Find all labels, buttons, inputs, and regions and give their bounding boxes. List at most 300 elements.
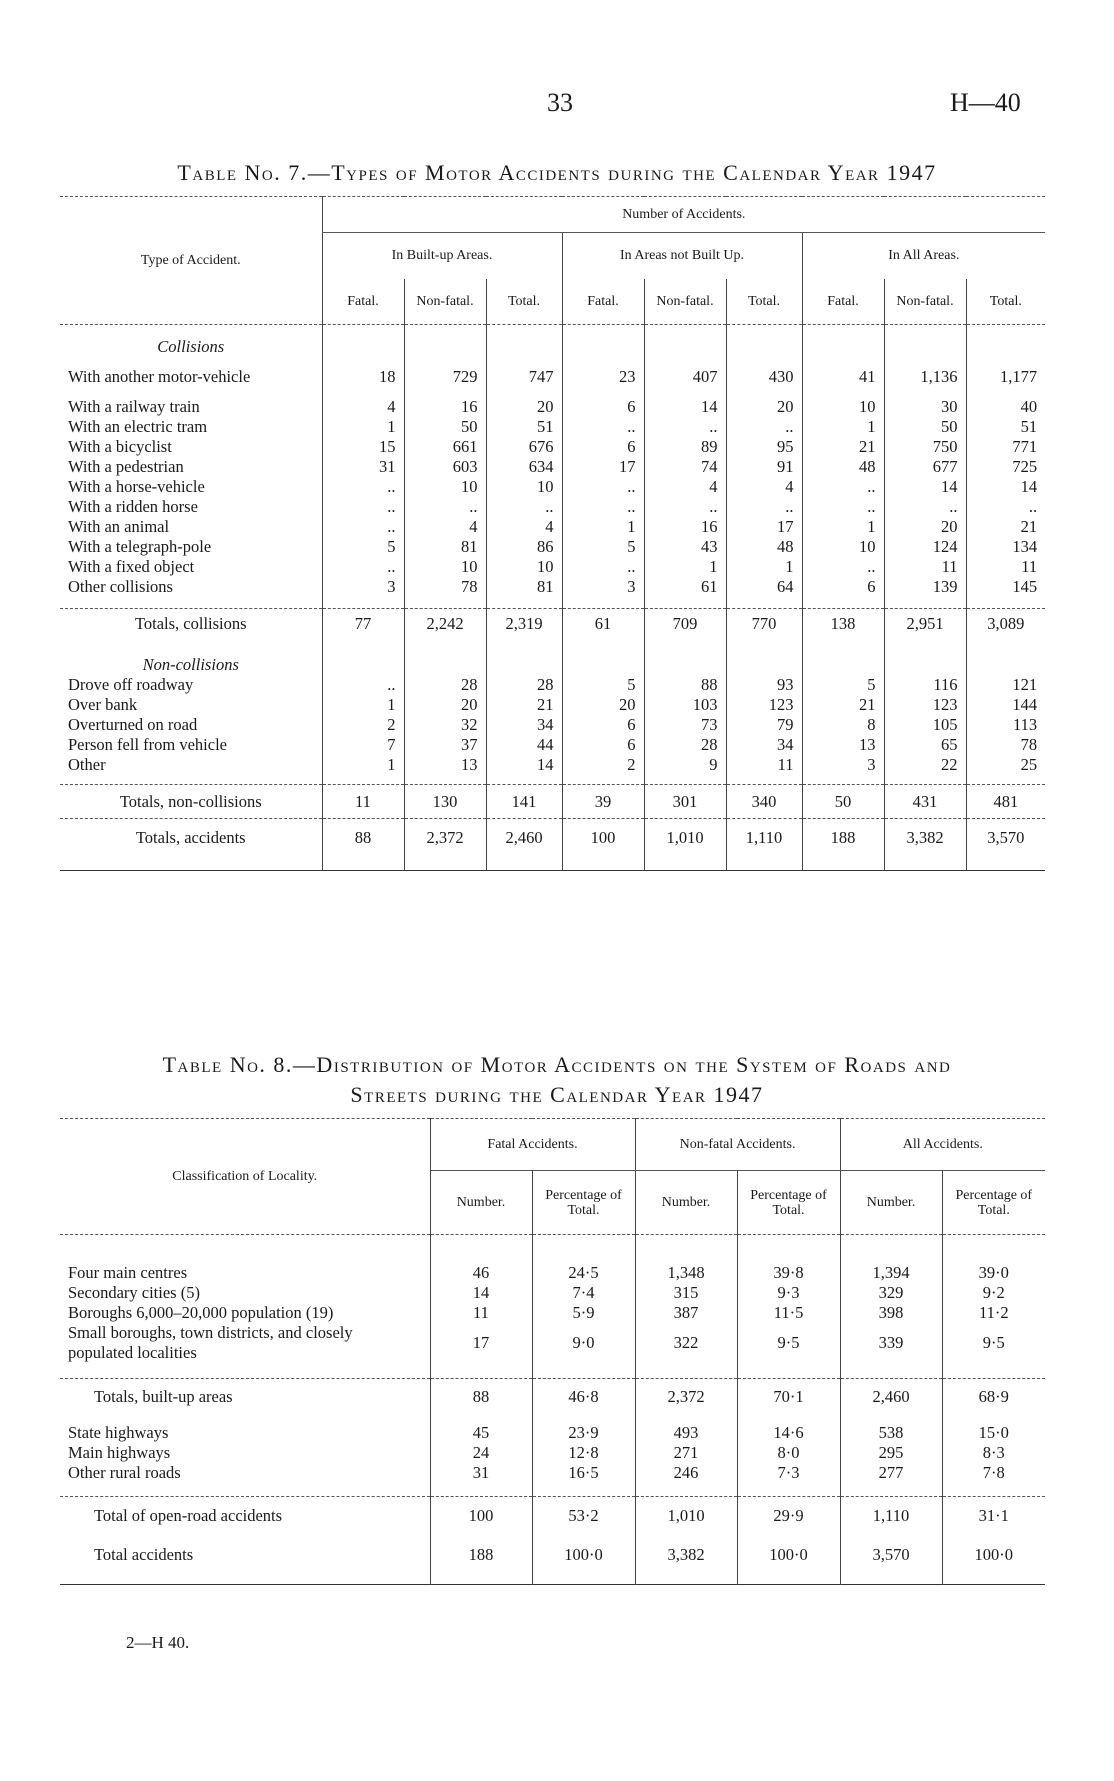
table-row xyxy=(60,457,1045,477)
table-row xyxy=(60,675,1045,695)
value-cell: 31·1 xyxy=(942,1497,1045,1535)
spacer-cell xyxy=(884,597,966,609)
row-label: With an electric tram xyxy=(68,416,208,436)
value-cell: .. xyxy=(726,497,802,517)
sub-header-number: Number. xyxy=(430,1171,532,1235)
value-cell: 14 xyxy=(430,1283,532,1303)
value-cell: 14 xyxy=(966,477,1045,497)
sub-header-total: Total. xyxy=(486,279,562,325)
value-cell: 9 xyxy=(644,755,726,775)
value-cell: 8·0 xyxy=(737,1443,840,1463)
table-row xyxy=(60,715,1045,735)
value-cell: 48 xyxy=(726,537,802,557)
value-cell: 5 xyxy=(562,537,644,557)
row-label: With another motor-vehicle xyxy=(68,366,251,386)
spacer-cell xyxy=(532,1575,635,1585)
value-cell: 41 xyxy=(802,357,884,397)
value-cell: 124 xyxy=(884,537,966,557)
value-cell: 25 xyxy=(966,755,1045,775)
spacer-cell xyxy=(802,639,884,655)
value-cell: 43 xyxy=(644,537,726,557)
value-cell: 1,110 xyxy=(840,1497,942,1535)
row-label: With a fixed object xyxy=(68,556,195,576)
value-cell: 340 xyxy=(726,785,802,819)
value-cell: 88 xyxy=(430,1379,532,1415)
spacer-cell xyxy=(840,1415,942,1423)
table-row xyxy=(60,517,1045,537)
spacer-cell xyxy=(430,1235,532,1263)
value-cell: 10 xyxy=(802,537,884,557)
table7 xyxy=(60,196,1045,871)
value-cell: 24·5 xyxy=(532,1263,635,1283)
value-cell: 18 xyxy=(322,357,404,397)
spacer-cell xyxy=(322,325,404,337)
value-cell: 5 xyxy=(802,675,884,695)
value-cell: 123 xyxy=(884,695,966,715)
value-cell: 64 xyxy=(726,577,802,597)
value-cell: 188 xyxy=(430,1535,532,1575)
spacer-cell xyxy=(884,775,966,785)
sub-header-percentage: Percentage of Total. xyxy=(942,1171,1045,1235)
row-label: Other xyxy=(68,754,106,774)
spacer-cell xyxy=(644,857,726,871)
spacer-cell xyxy=(404,775,486,785)
spacer-cell xyxy=(644,775,726,785)
value-cell: 5·9 xyxy=(532,1303,635,1323)
row-label: Four main centres xyxy=(68,1262,188,1282)
table-row xyxy=(60,357,1045,397)
value-cell: 3 xyxy=(562,577,644,597)
value-cell: 78 xyxy=(404,577,486,597)
value-cell: 10 xyxy=(486,477,562,497)
value-cell: 7 xyxy=(322,735,404,755)
value-cell: 634 xyxy=(486,457,562,477)
value-cell: 121 xyxy=(966,675,1045,695)
table-row xyxy=(60,1423,1045,1443)
value-cell: 277 xyxy=(840,1463,942,1483)
value-cell: 93 xyxy=(726,675,802,695)
spacer-cell xyxy=(60,1235,430,1263)
value-cell: 729 xyxy=(404,357,486,397)
value-cell: 130 xyxy=(404,785,486,819)
table-row xyxy=(60,1303,1045,1323)
table7-body xyxy=(60,325,1045,871)
value-cell: 21 xyxy=(966,517,1045,537)
value-cell: .. xyxy=(644,497,726,517)
spacer-cell xyxy=(644,639,726,655)
spacer-cell xyxy=(726,775,802,785)
value-cell: 21 xyxy=(802,437,884,457)
value-cell: .. xyxy=(726,417,802,437)
value-cell: 13 xyxy=(802,735,884,755)
value-cell: 6 xyxy=(562,715,644,735)
value-cell: 50 xyxy=(884,417,966,437)
spacer-cell xyxy=(884,639,966,655)
value-cell: 481 xyxy=(966,785,1045,819)
value-cell: 750 xyxy=(884,437,966,457)
value-cell: .. xyxy=(322,517,404,537)
footer-reference: 2—H 40. xyxy=(126,1633,190,1652)
spacer-cell xyxy=(966,325,1045,337)
value-cell: 6 xyxy=(562,437,644,457)
value-cell: 3,570 xyxy=(966,819,1045,857)
spacer-cell xyxy=(430,1483,532,1497)
spacer-cell xyxy=(562,325,644,337)
value-cell: 45 xyxy=(430,1423,532,1443)
row-label: Total accidents xyxy=(94,1544,194,1564)
spacer-cell xyxy=(322,775,404,785)
spacer-cell xyxy=(322,597,404,609)
document-reference: H—40 xyxy=(950,88,1021,117)
table-row xyxy=(60,537,1045,557)
value-cell: .. xyxy=(802,477,884,497)
value-cell: 709 xyxy=(644,609,726,639)
spacer-cell xyxy=(60,857,322,871)
value-cell: 1 xyxy=(322,695,404,715)
value-cell: 39 xyxy=(562,785,644,819)
value-cell: 31 xyxy=(322,457,404,477)
spacer-row xyxy=(60,639,1045,655)
sub-header-number: Number. xyxy=(635,1171,737,1235)
spacer-cell xyxy=(60,1363,430,1379)
spacer-cell xyxy=(486,597,562,609)
table-row xyxy=(60,1463,1045,1483)
value-cell: 17 xyxy=(430,1323,532,1363)
value-cell: 12·8 xyxy=(532,1443,635,1463)
collisions-heading-row xyxy=(60,337,1045,357)
spacer-cell xyxy=(884,325,966,337)
empty-cell xyxy=(966,337,1045,357)
row-label: With a bicyclist xyxy=(68,436,172,456)
row-label: State highways xyxy=(68,1422,169,1442)
value-cell: 11·2 xyxy=(942,1303,1045,1323)
value-cell: 21 xyxy=(802,695,884,715)
value-cell: 6 xyxy=(562,397,644,417)
table-row xyxy=(60,557,1045,577)
value-cell: 301 xyxy=(644,785,726,819)
value-cell: 387 xyxy=(635,1303,737,1323)
value-cell: 116 xyxy=(884,675,966,695)
value-cell: 95 xyxy=(726,437,802,457)
value-cell: 138 xyxy=(802,609,884,639)
value-cell: 113 xyxy=(966,715,1045,735)
value-cell: 2 xyxy=(562,755,644,775)
value-cell: 1 xyxy=(802,417,884,437)
spacer-cell xyxy=(942,1235,1045,1263)
group-header-fatal: Fatal Accidents. xyxy=(430,1119,635,1171)
number-of-accidents-header: Number of Accidents. xyxy=(322,197,1045,233)
group-header-all: All Accidents. xyxy=(840,1119,1045,1171)
value-cell: .. xyxy=(562,497,644,517)
value-cell: .. xyxy=(322,675,404,695)
spacer-cell xyxy=(942,1363,1045,1379)
sub-header-fatal: Fatal. xyxy=(562,279,644,325)
value-cell: 73 xyxy=(644,715,726,735)
spacer-cell xyxy=(802,325,884,337)
value-cell: 1 xyxy=(802,517,884,537)
sub-header-fatal: Fatal. xyxy=(322,279,404,325)
value-cell: 30 xyxy=(884,397,966,417)
spacer-row xyxy=(60,1483,1045,1497)
value-cell: 81 xyxy=(486,577,562,597)
row-label: Main highways xyxy=(68,1442,171,1462)
value-cell: 10 xyxy=(404,557,486,577)
row-label: Small boroughs, town districts, and closely populated localities xyxy=(68,1322,353,1362)
value-cell: 100 xyxy=(430,1497,532,1535)
value-cell: 24 xyxy=(430,1443,532,1463)
spacer-cell xyxy=(802,775,884,785)
value-cell: 10 xyxy=(486,557,562,577)
value-cell: 1,110 xyxy=(726,819,802,857)
value-cell: 39·0 xyxy=(942,1263,1045,1283)
value-cell: 44 xyxy=(486,735,562,755)
table-row xyxy=(60,397,1045,417)
table8-header xyxy=(60,1119,1045,1235)
value-cell: 431 xyxy=(884,785,966,819)
value-cell: 23·9 xyxy=(532,1423,635,1443)
totals-row xyxy=(60,1497,1045,1535)
value-cell: 100·0 xyxy=(942,1535,1045,1575)
spacer-cell xyxy=(726,597,802,609)
value-cell: 9·5 xyxy=(737,1323,840,1363)
row-label: Secondary cities (5) xyxy=(68,1282,200,1302)
table-row xyxy=(60,477,1045,497)
sub-header-number: Number. xyxy=(840,1171,942,1235)
value-cell: 11 xyxy=(322,785,404,819)
spacer-cell xyxy=(635,1235,737,1263)
value-cell: 3,382 xyxy=(635,1535,737,1575)
value-cell: 20 xyxy=(486,397,562,417)
value-cell: 6 xyxy=(562,735,644,755)
value-cell: 1 xyxy=(562,517,644,537)
spacer-cell xyxy=(430,1363,532,1379)
value-cell: 51 xyxy=(486,417,562,437)
table-row xyxy=(60,1443,1045,1463)
table-row xyxy=(60,695,1045,715)
spacer-cell xyxy=(60,1415,430,1423)
value-cell: 145 xyxy=(966,577,1045,597)
spacer-cell xyxy=(737,1363,840,1379)
spacer-cell xyxy=(966,597,1045,609)
value-cell: 20 xyxy=(726,397,802,417)
value-cell: 770 xyxy=(726,609,802,639)
table8 xyxy=(60,1118,1045,1585)
value-cell: 34 xyxy=(726,735,802,755)
spacer-cell xyxy=(486,775,562,785)
spacer-cell xyxy=(737,1235,840,1263)
spacer-cell xyxy=(532,1415,635,1423)
sub-header-non-fatal: Non-fatal. xyxy=(884,279,966,325)
spacer-cell xyxy=(322,857,404,871)
value-cell: 46·8 xyxy=(532,1379,635,1415)
value-cell: 295 xyxy=(840,1443,942,1463)
spacer-cell xyxy=(635,1363,737,1379)
empty-cell xyxy=(966,655,1045,675)
row-label: With a railway train xyxy=(68,396,200,416)
value-cell: 1 xyxy=(644,557,726,577)
value-cell: 11 xyxy=(966,557,1045,577)
value-cell: 15 xyxy=(322,437,404,457)
totals-row xyxy=(60,819,1045,857)
spacer-cell xyxy=(726,857,802,871)
spacer-cell xyxy=(322,639,404,655)
row-label: Totals, non-collisions xyxy=(119,791,262,811)
value-cell: 46 xyxy=(430,1263,532,1283)
value-cell: 4 xyxy=(404,517,486,537)
spacer-cell xyxy=(60,325,322,337)
value-cell: 20 xyxy=(404,695,486,715)
value-cell: 1,010 xyxy=(635,1497,737,1535)
value-cell: 2,460 xyxy=(486,819,562,857)
value-cell: .. xyxy=(966,497,1045,517)
row-label: Other rural roads xyxy=(68,1462,181,1482)
type-of-accident-header: Type of Accident. xyxy=(60,197,322,325)
value-cell: 747 xyxy=(486,357,562,397)
value-cell: 6 xyxy=(802,577,884,597)
sub-header-total: Total. xyxy=(726,279,802,325)
sub-header-non-fatal: Non-fatal. xyxy=(644,279,726,325)
empty-cell xyxy=(404,337,486,357)
value-cell: 339 xyxy=(840,1323,942,1363)
value-cell: .. xyxy=(562,417,644,437)
table-row xyxy=(60,1323,1045,1363)
spacer-cell xyxy=(644,325,726,337)
value-cell: 88 xyxy=(644,675,726,695)
sub-header-fatal: Fatal. xyxy=(802,279,884,325)
page-number: 33 xyxy=(547,88,573,117)
empty-cell xyxy=(644,655,726,675)
value-cell: 9·0 xyxy=(532,1323,635,1363)
value-cell: 16 xyxy=(404,397,486,417)
value-cell: .. xyxy=(562,477,644,497)
value-cell: 123 xyxy=(726,695,802,715)
spacer-cell xyxy=(840,1483,942,1497)
empty-cell xyxy=(802,337,884,357)
spacer-cell xyxy=(404,639,486,655)
spacer-cell xyxy=(486,639,562,655)
value-cell: 53·2 xyxy=(532,1497,635,1535)
value-cell: 32 xyxy=(404,715,486,735)
spacer-cell xyxy=(966,639,1045,655)
value-cell: 10 xyxy=(404,477,486,497)
spacer-row xyxy=(60,1235,1045,1263)
value-cell: 100·0 xyxy=(737,1535,840,1575)
value-cell: 4 xyxy=(726,477,802,497)
value-cell: 16·5 xyxy=(532,1463,635,1483)
sub-header-percentage: Percentage of Total. xyxy=(737,1171,840,1235)
value-cell: 2,372 xyxy=(635,1379,737,1415)
value-cell: 17 xyxy=(562,457,644,477)
value-cell: 22 xyxy=(884,755,966,775)
value-cell: 3 xyxy=(802,755,884,775)
value-cell: 315 xyxy=(635,1283,737,1303)
value-cell: 398 xyxy=(840,1303,942,1323)
row-label: Boroughs 6,000–20,000 population (19) xyxy=(68,1302,334,1322)
table7-title: Table No. 7.—Types of Motor Accidents during the Calendar Year 1947 xyxy=(177,160,937,185)
row-label: Totals, collisions xyxy=(134,613,247,633)
spacer-cell xyxy=(486,857,562,871)
value-cell: 188 xyxy=(802,819,884,857)
value-cell: 3,570 xyxy=(840,1535,942,1575)
value-cell: 48 xyxy=(802,457,884,477)
value-cell: .. xyxy=(644,417,726,437)
group-header-all-areas: In All Areas. xyxy=(802,233,1045,279)
table-row xyxy=(60,1283,1045,1303)
value-cell: 20 xyxy=(884,517,966,537)
value-cell: 2 xyxy=(322,715,404,735)
spacer-row xyxy=(60,597,1045,609)
spacer-cell xyxy=(840,1235,942,1263)
spacer-cell xyxy=(726,639,802,655)
value-cell: 20 xyxy=(562,695,644,715)
value-cell: 34 xyxy=(486,715,562,735)
spacer-cell xyxy=(404,325,486,337)
value-cell: 7·8 xyxy=(942,1463,1045,1483)
empty-cell xyxy=(884,655,966,675)
value-cell: 14 xyxy=(644,397,726,417)
table-row xyxy=(60,735,1045,755)
spacer-cell xyxy=(884,857,966,871)
spacer-cell xyxy=(942,1575,1045,1585)
value-cell: 65 xyxy=(884,735,966,755)
value-cell: 3 xyxy=(322,577,404,597)
value-cell: 68·9 xyxy=(942,1379,1045,1415)
value-cell: 51 xyxy=(966,417,1045,437)
row-label: With an animal xyxy=(68,516,170,536)
spacer-cell xyxy=(737,1575,840,1585)
empty-cell xyxy=(726,655,802,675)
value-cell: 144 xyxy=(966,695,1045,715)
noncollisions-heading-row xyxy=(60,655,1045,675)
value-cell: 61 xyxy=(644,577,726,597)
value-cell: 11 xyxy=(430,1303,532,1323)
value-cell: 1,177 xyxy=(966,357,1045,397)
group-header-built-up: In Built-up Areas. xyxy=(322,233,562,279)
spacer-cell xyxy=(737,1483,840,1497)
value-cell: 78 xyxy=(966,735,1045,755)
value-cell: 725 xyxy=(966,457,1045,477)
value-cell: .. xyxy=(802,497,884,517)
value-cell: 40 xyxy=(966,397,1045,417)
value-cell: 29·9 xyxy=(737,1497,840,1535)
totals-row xyxy=(60,1379,1045,1415)
spacer-cell xyxy=(840,1575,942,1585)
spacer-cell xyxy=(532,1235,635,1263)
value-cell: 1 xyxy=(726,557,802,577)
value-cell: 5 xyxy=(562,675,644,695)
value-cell: 86 xyxy=(486,537,562,557)
value-cell: .. xyxy=(322,477,404,497)
value-cell: .. xyxy=(486,497,562,517)
table-row xyxy=(60,755,1045,775)
value-cell: 70·1 xyxy=(737,1379,840,1415)
value-cell: 31 xyxy=(430,1463,532,1483)
value-cell: 11·5 xyxy=(737,1303,840,1323)
empty-cell xyxy=(562,655,644,675)
value-cell: 77 xyxy=(322,609,404,639)
spacer-cell xyxy=(60,1483,430,1497)
spacer-cell xyxy=(562,639,644,655)
value-cell: 50 xyxy=(802,785,884,819)
empty-cell xyxy=(802,655,884,675)
value-cell: 2,951 xyxy=(884,609,966,639)
table8-title-line2: Streets during the Calendar Year 1947 xyxy=(350,1082,764,1107)
sub-header-non-fatal: Non-fatal. xyxy=(404,279,486,325)
spacer-row xyxy=(60,325,1045,337)
spacer-cell xyxy=(486,325,562,337)
value-cell: 100·0 xyxy=(532,1535,635,1575)
value-cell: 79 xyxy=(726,715,802,735)
